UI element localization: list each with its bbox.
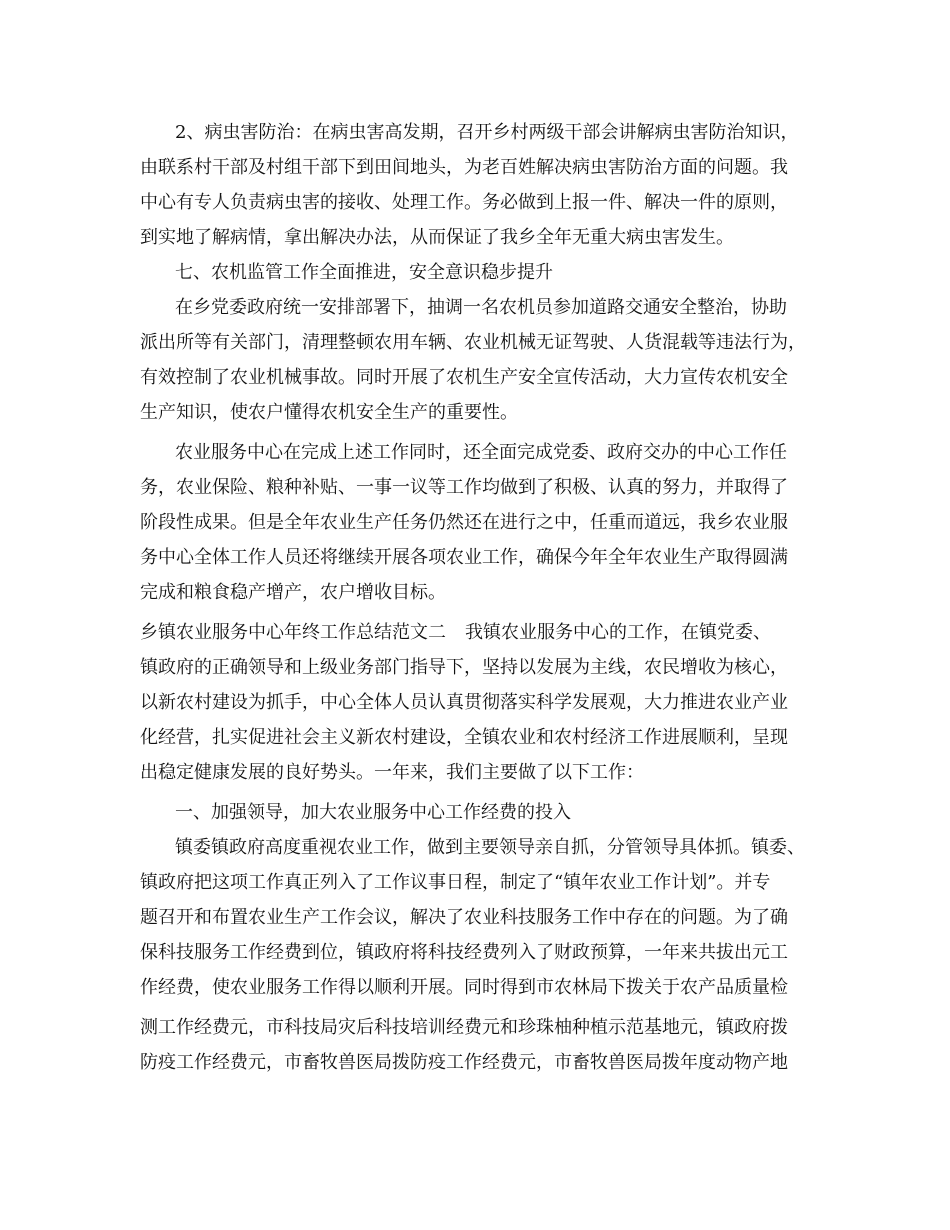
line-text: 测工作经费元，市科技局灾后科技培训经费元和珍珠柚种植示范基地元，镇政府拨 (140, 1017, 788, 1038)
text-line (0, 651, 950, 685)
line-text: 作经费，使农业服务工作得以顺利开展。同时得到市农林局下拨关于农产品质量检 (140, 977, 788, 998)
line-text: 有效控制了农业机械事故。同时开展了农机生产安全宣传活动，大力宣传农机安全 (140, 367, 788, 388)
line-text: 以新农村建设为抓手，中心全体人员认真贯彻落实科学发展观，大力推进农业产业 (140, 692, 788, 713)
text-line (0, 471, 950, 505)
line-text: 镇政府把这项工作真正列入了工作议事日程，制定了“镇年农业工作计划”。并专 (140, 872, 771, 893)
text-line (0, 831, 950, 865)
line-text: 我镇农业服务中心的工作，在镇党委、 (465, 622, 771, 643)
line-text: 务中心全体工作人员还将继续开展各项农业工作，确保今年全年农业生产取得圆满 (140, 547, 788, 568)
line-text: 七、农机监管工作全面推进，安全意识稳步提升 (175, 262, 553, 283)
line-text: 2、病虫害防治：在病虫害高发期，召开乡村两级干部会讲解病虫害防治知识， (175, 122, 799, 143)
line-text: 镇政府的正确领导和上级业务部门指导下，坚持以发展为主线，农民增收为核心， (140, 657, 788, 678)
text-line (0, 901, 950, 935)
text-line (0, 866, 950, 900)
text-line (0, 361, 950, 395)
line-text: 到实地了解病情，拿出解决办法，从而保证了我乡全年无重大病虫害发生。 (140, 227, 734, 248)
line-text: 阶段性成果。但是全年农业生产任务仍然还在进行之中，任重而道远，我乡农业服 (140, 512, 788, 533)
line-text: 在乡党委政府统一安排部署下，抽调一名农机员参加道路交通安全整治，协助 (175, 297, 787, 318)
text-line (0, 326, 950, 360)
line-text: 化经营，扎实促进社会主义新农村建设，全镇农业和农村经济工作进展顺利，呈现 (140, 727, 788, 748)
line-text: 出稳定健康发展的良好势头。一年来，我们主要做了以下工作： (140, 762, 644, 783)
text-line (0, 936, 950, 970)
line-text: 防疫工作经费元，市畜牧兽医局拨防疫工作经费元，市畜牧兽医局拨年度动物产地 (140, 1052, 788, 1073)
line-text: 农业服务中心在完成上述工作同时，还全面完成党委、政府交办的中心工作任 (175, 442, 787, 463)
text-line (0, 756, 950, 790)
text-line (0, 396, 950, 430)
line-text: 派出所等有关部门，清理整顿农用车辆、农业机械无证驾驶、人货混载等违法行为， (140, 332, 806, 353)
text-line (0, 151, 950, 185)
text-line (0, 721, 950, 755)
text-line (0, 616, 950, 650)
text-line (0, 541, 950, 575)
section-heading (0, 796, 950, 830)
line-text: 镇委镇政府高度重视农业工作，做到主要领导亲自抓，分管领导具体抓。镇委、 (175, 837, 805, 858)
section-heading (0, 256, 950, 290)
text-line (0, 971, 950, 1005)
line-text: 由联系村干部及村组干部下到田间地头，为老百姓解决病虫害防治方面的问题。我 (140, 157, 788, 178)
text-line (0, 506, 950, 540)
line-text: 务，农业保险、粮种补贴、一事一议等工作均做到了积极、认真的努力，并取得了 (140, 477, 788, 498)
line-text: 生产知识，使农户懂得农机安全生产的重要性。 (140, 402, 518, 423)
text-line (0, 116, 950, 150)
text-line (0, 291, 950, 325)
document-title: 乡镇农业服务中心年终工作总结范文二 (140, 622, 446, 643)
line-text: 中心有专人负责病虫害的接收、处理工作。务必做到上报一件、解决一件的原则， (140, 192, 788, 213)
line-text: 题召开和布置农业生产工作会议，解决了农业科技服务工作中存在的问题。为了确 (140, 907, 788, 928)
text-line (0, 436, 950, 470)
text-line (0, 576, 950, 610)
text-line (0, 686, 950, 720)
text-line (0, 1011, 950, 1045)
text-line (0, 186, 950, 220)
line-text: 保科技服务工作经费到位，镇政府将科技经费列入了财政预算，一年来共拔出元工 (140, 942, 788, 963)
line-text: 完成和粮食稳产增产，农户增收目标。 (140, 582, 446, 603)
line-text: 一、加强领导，加大农业服务中心工作经费的投入 (175, 802, 571, 823)
text-line (0, 221, 950, 255)
text-line (0, 1046, 950, 1080)
